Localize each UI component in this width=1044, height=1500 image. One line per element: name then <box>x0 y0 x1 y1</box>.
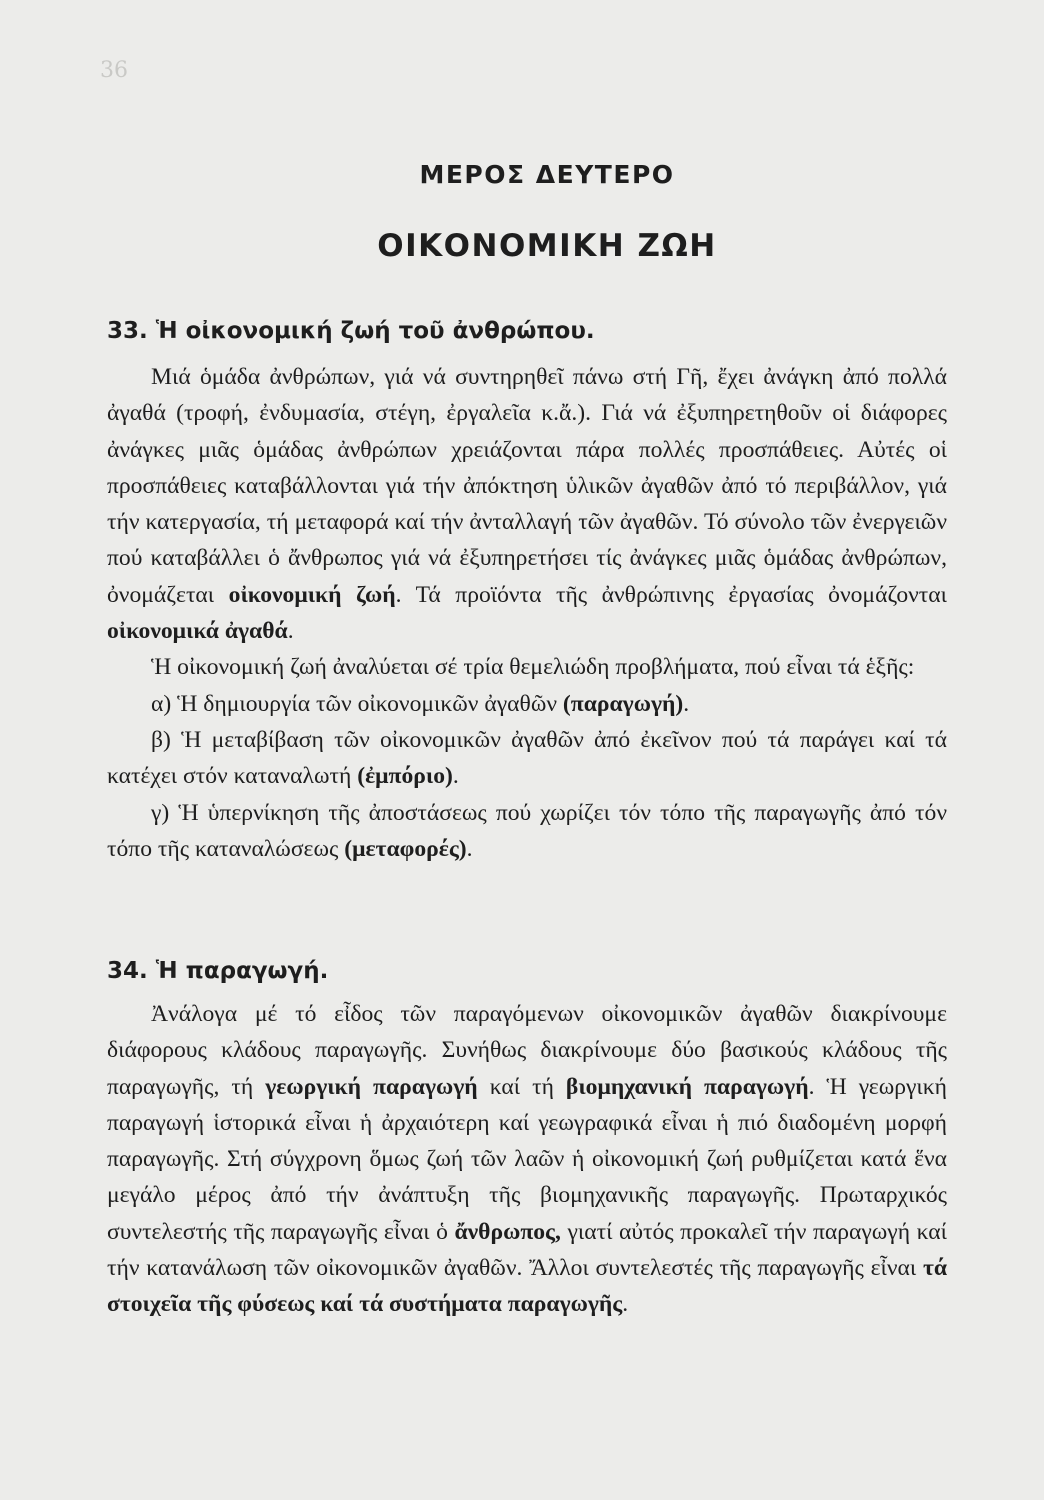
text-run: . Ἡ γεωργική παραγωγή ἱστορικά εἶναι ἡ ἀρχαιότερη καί γεωγραφικά εἶναι ἡ πιό διαδομένη μορφή παραγωγῆς. Στή σύγχρονη ὅμως ζωή τῶν λαῶν ἡ οἰκονομική ζωή ρυθμίζεται κατά ἕνα μεγάλο μέρος ἀπό τήν ἀνάπτυξη τῆς βιομηχανικῆς παραγωγῆς. Πρωταρχικός συντελεστής τῆς παραγωγῆς εἶναι ὁ <box>107 1073 948 1245</box>
section-33-paragraph-2: Ἡ οἰκονομική ζωή ἀναλύεται σέ τρία θεμελιώδη προβλήματα, πού εἶναι τά ἑξῆς: <box>151 654 915 681</box>
text-run: γιατί αὐτός προκαλεῖ τήν παραγωγή καί τήν κατανάλωση τῶν οἰκονομικῶν ἀγαθῶν. Ἄλλοι συντελεστές τῆς παραγωγῆς εἶναι <box>107 1218 947 1282</box>
part-label: ΜΕΡΟΣ ΔΕΥΤΕΡΟ <box>419 160 675 189</box>
list-item-a <box>107 686 947 722</box>
list-item-b <box>107 722 947 795</box>
bold-term: τά στοιχεῖα τῆς φύσεως καί τά συστήματα παραγωγῆς <box>107 1255 947 1318</box>
text-run: α) Ἡ δημιουργία τῶν οἰκονομικῶν ἀγαθῶν <box>151 690 558 717</box>
section-33-paragraph-1 <box>107 359 947 649</box>
section-33-body <box>107 359 947 867</box>
text-run: . <box>622 1291 629 1318</box>
bold-term: γεωργική παραγωγή <box>265 1073 478 1100</box>
text-run: . <box>452 763 459 790</box>
text-run: γ) Ἡ ὑπερνίκηση τῆς ἀποστάσεως πού χωρίζει τόν τόπο τῆς παραγωγῆς ἀπό τόν τόπο τῆς καταναλώσεως <box>107 799 947 862</box>
bold-term: (ἐμπόριο) <box>357 763 453 790</box>
section-34-heading: 34. Ἡ παραγωγή. <box>107 958 329 984</box>
text-run: Μιά ὁμάδα ἀνθρώπων, γιά νά συντηρηθεῖ πάνω στή Γῆ, ἔχει ἀνάγκη ἀπό πολλά ἀγαθά (τροφή, ἐνδυμασία, στέγη, ἐργαλεῖα κ.ἄ.). Γιά νά ἐξυπηρετηθοῦν οἱ διάφορες ἀνάγκες μιᾶς ὁμάδας ἀνθρώπων χρειάζονται πάρα πολλές προσπάθειες. Αὐτές οἱ προσπάθειες καταβάλλονται γιά τήν ἀπόκτηση ὑλικῶν ἀγαθῶν ἀπό τό περιβάλλον, γιά τήν κατεργασία, τή μεταφορά καί τήν ἀνταλλαγή τῶν ἀγαθῶν. Τό σύνολο τῶν ἐνεργειῶν πού καταβάλλει ὁ ἄνθρωπος γιά νά ἐξυπηρετήσει τίς ἀνάγκες μιᾶς ὁμάδας ἀνθρώπων, ὀνομάζεται <box>107 364 947 608</box>
bold-term: ἄνθρωπος, <box>454 1218 561 1245</box>
text-run: . <box>287 618 294 645</box>
text-run: . <box>683 690 690 717</box>
text-run: β) Ἡ μεταβίβαση τῶν οἰκονομικῶν ἀγαθῶν ἀπό ἐκεῖνον πού τά παράγει καί τά κατέχει στόν καταναλωτή <box>107 726 947 790</box>
bold-term: οἰκονομικά ἀγαθά <box>107 618 288 645</box>
page-number: 36 <box>100 58 128 83</box>
list-item-c <box>107 795 947 868</box>
bold-term: (μεταφορές) <box>344 835 467 862</box>
bold-term: (παραγωγή) <box>562 690 684 717</box>
section-33-heading: 33. Ἡ οἰκονομική ζωή τοῦ ἀνθρώπου. <box>107 318 595 344</box>
text-run: Ἀνάλογα μέ τό εἶδος τῶν παραγόμενων οἰκονομικῶν ἀγαθῶν διακρίνουμε διάφορους κλάδους παραγωγῆς. Συνήθως διακρίνουμε δύο βασικούς κλάδους τῆς παραγωγῆς, τή <box>107 1001 947 1100</box>
part-title: ΟΙΚΟΝΟΜΙΚΗ ΖΩΗ <box>377 228 717 264</box>
bold-term: οἰκονομική ζωή <box>228 581 396 608</box>
section-34-body <box>107 996 947 1323</box>
bold-term: βιομηχανική παραγωγή <box>565 1073 809 1100</box>
text-run: καί τή <box>489 1073 554 1100</box>
text-run: . Τά προϊόντα τῆς ἀνθρώπινης ἐργασίας ὀνομάζονται <box>395 581 947 608</box>
section-34-paragraph-1 <box>107 996 947 1323</box>
text-run: . <box>466 835 473 862</box>
